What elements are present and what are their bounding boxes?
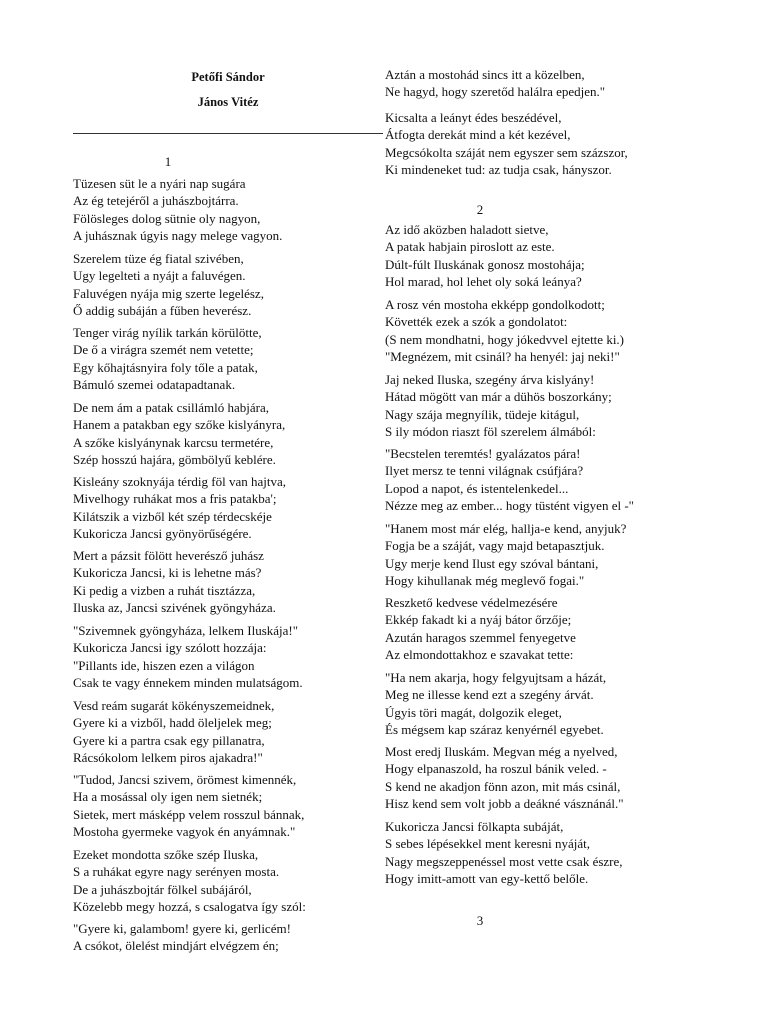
verse-line: Ha a mosással oly igen nem sietnék; xyxy=(73,789,263,805)
stanza xyxy=(73,473,286,543)
author-name: Petőfi Sándor xyxy=(191,70,265,84)
verse-line: De ő a virágra szemét nem vetette; xyxy=(73,342,254,358)
verse-line: Hogy kihullanak még meglevő fogai." xyxy=(385,573,585,589)
verse-line: Hisz kend sem volt jobb a deákné vásznánál." xyxy=(385,796,624,812)
verse-line: És mégsem kap száraz kenyérnél egyebet. xyxy=(385,722,604,738)
verse-line: Tenger virág nyílik tarkán körülötte, xyxy=(73,325,262,340)
verse-line: Átfogta derekát mind a két kezével, xyxy=(385,127,571,143)
stanza xyxy=(385,371,612,441)
stanza xyxy=(73,697,274,767)
stanza xyxy=(73,622,303,692)
verse-line: Hogy elpanaszold, ha roszul bánik veled. - xyxy=(385,761,607,777)
verse-line: "Becstelen teremtés! gyalázatos pára! xyxy=(385,446,581,461)
verse-line: Nagy szája megnyílik, tüdeje kitágul, xyxy=(385,406,580,422)
verse-line: Hogy imitt-amott van egy-kettő belőle. xyxy=(385,871,589,887)
verse-line: A patak habjain piroslott az este. xyxy=(385,239,555,255)
verse-line: Meg ne illesse kend ezt a szegény árvát. xyxy=(385,687,594,703)
verse-line: Ezeket mondotta szőke szép Iluska, xyxy=(73,847,259,862)
stanza xyxy=(73,920,291,955)
stanza xyxy=(73,846,306,916)
header-divider xyxy=(73,133,383,134)
verse-line: Az elmondottakhoz e szavakat tette: xyxy=(385,647,574,663)
verse-line: Ki mindeneket tud: az tudja csak, hányszor. xyxy=(385,162,612,178)
stanza xyxy=(385,669,606,739)
verse-line: A juhásznak úgyis nagy melege vagyon. xyxy=(73,228,283,244)
stanza xyxy=(385,109,628,179)
verse-line: Egy kőhajtásnyira foly tőle a patak, xyxy=(73,359,258,375)
stanza xyxy=(385,445,634,515)
verse-line: "Pillants ide, hiszen ezen a világon xyxy=(73,657,255,673)
stanza xyxy=(73,399,285,469)
verse-line: Aztán a mostohád sincs itt a közelben, xyxy=(385,67,585,82)
verse-line: Az ég tetejéről a juhászbojtárra. xyxy=(73,193,239,209)
verse-line: "Ha nem akarja, hogy felgyujtsam a házát, xyxy=(385,670,607,685)
stanza xyxy=(385,520,626,590)
verse-line: De nem ám a patak csillámló habjára, xyxy=(73,400,270,415)
verse-line: Nézze meg az ember... hogy tüstént vigyen el -" xyxy=(385,498,634,514)
stanza xyxy=(73,771,304,841)
verse-line: Bámuló szemei odatapadtanak. xyxy=(73,377,236,393)
verse-line: A szőke kislyánynak karcsu termetére, xyxy=(73,434,274,450)
verse-line: Lopod a napot, és istentelenkedel... xyxy=(385,480,569,496)
verse-line: A csókot, ölelést mindjárt elvégzem én; xyxy=(73,938,279,954)
verse-line: "Szivemnek gyöngyháza, lelkem Iluskája!" xyxy=(73,623,299,638)
verse-line: Kisleány szoknyája térdig föl van hajtva, xyxy=(73,474,286,489)
verse-line: Fogja be a száját, vagy majd betapasztjuk. xyxy=(385,538,605,554)
stanza xyxy=(385,221,585,291)
verse-line: S sebes lépésekkel ment keresni nyáját, xyxy=(385,836,591,852)
stanza xyxy=(385,296,624,366)
verse-line: Dúlt-fúlt Iluskának gonosz mostohája; xyxy=(385,256,585,272)
verse-line: Közelebb megy hozzá, s csalogatva így szól: xyxy=(73,899,306,915)
verse-line: Szép hosszú hajára, gömbölyű keblére. xyxy=(73,452,276,468)
verse-line: Ugy legelteti a nyájt a faluvégen. xyxy=(73,268,246,284)
verse-line: Vesd reám sugarát kökényszemeidnek, xyxy=(73,698,275,713)
poem-title: János Vitéz xyxy=(197,95,259,109)
verse-line: Hol marad, hol lehet oly soká leánya? xyxy=(385,274,582,290)
verse-line: Az idő aközben haladott sietve, xyxy=(385,222,549,237)
stanza xyxy=(385,66,605,101)
verse-line: De a juhászbojtár fölkel subájáról, xyxy=(73,881,252,897)
verse-line: Kukoricza Jancsi igy szólott hozzája: xyxy=(73,640,267,656)
verse-line: Gyere ki a partra csak egy pillanatra, xyxy=(73,732,265,748)
stanza xyxy=(73,324,262,394)
verse-line: Követték ezek a szók a gondolatot: xyxy=(385,314,568,330)
verse-line: Fölösleges dolog sütnie oly nagyon, xyxy=(73,210,261,226)
page-number: 3 xyxy=(476,913,484,928)
verse-line: Ugy merje kend Ilust egy szóval bántani, xyxy=(385,555,599,571)
verse-line: Kukoricza Jancsi fölkapta subáját, xyxy=(385,819,564,834)
verse-line: Kukoricza Jancsi gyönyörűségére. xyxy=(73,526,252,542)
verse-line: Iluska az, Jancsi szivének gyöngyháza. xyxy=(73,600,276,616)
stanza xyxy=(385,743,624,813)
verse-line: Mert a pázsit fölött heverésző juhász xyxy=(73,548,264,563)
verse-line: S a ruhákat egyre nagy serényen mosta. xyxy=(73,864,280,880)
verse-line: Úgyis töri magát, dolgozik eleget, xyxy=(385,704,562,720)
verse-line: Megcsókolta száját nem egyszer sem százszor, xyxy=(385,144,628,160)
verse-line: Hátad mögött van már a dühös boszorkány; xyxy=(385,389,612,405)
chapter-number-2: 2 xyxy=(476,202,484,217)
stanza xyxy=(73,547,276,617)
stanza xyxy=(385,594,576,664)
verse-line: Ő addig subáján a fűben heverész. xyxy=(73,303,252,319)
verse-line: Csak te vagy énnekem minden mulatságom. xyxy=(73,675,303,691)
verse-line: Reszkető kedvese védelmezésére xyxy=(385,595,558,610)
verse-line: "Megnézem, mit csinál? ha henyél: jaj neki!" xyxy=(385,349,620,365)
verse-line: "Hanem most már elég, hallja-e kend, anyjuk? xyxy=(385,521,627,536)
verse-line: Gyere ki a vizből, hadd öleljelek meg; xyxy=(73,715,272,731)
verse-line: Ne hagyd, hogy szeretőd halálra epedjen." xyxy=(385,84,606,100)
verse-line: Nagy megszeppenéssel most vette csak észre, xyxy=(385,853,623,869)
verse-line: Kicsalta a leányt édes beszédével, xyxy=(385,110,562,125)
verse-line: Kukoricza Jancsi, ki is lehetne más? xyxy=(73,565,262,581)
verse-line: Faluvégen nyája mig szerte legelész, xyxy=(73,285,264,301)
verse-line: Azután haragos szemmel fenyegetve xyxy=(385,629,576,645)
verse-line: Kilátszik a vizből két szép térdecskéje xyxy=(73,508,272,524)
stanza xyxy=(385,818,623,888)
verse-line: A rosz vén mostoha ekképp gondolkodott; xyxy=(385,297,605,312)
stanza xyxy=(73,175,282,245)
verse-line: S ily módon riaszt föl szerelem álmából: xyxy=(385,424,596,440)
verse-line: Mivelhogy ruhákat mos a fris patakba'; xyxy=(73,491,277,507)
chapter-number-1: 1 xyxy=(164,154,172,169)
verse-line: Szerelem tüze ég fiatal szivében, xyxy=(73,251,244,266)
verse-line: "Gyere ki, galambom! gyere ki, gerlicém! xyxy=(73,921,291,936)
stanza xyxy=(73,250,264,320)
verse-line: Mostoha gyermeke vagyok én anyámnak." xyxy=(73,824,296,840)
verse-line: "Tudod, Jancsi szivem, örömest kimennék, xyxy=(73,772,297,787)
verse-line: Ekkép fakadt ki a nyáj bátor őrzője; xyxy=(385,612,572,628)
verse-line: Tüzesen süt le a nyári nap sugára xyxy=(73,176,246,191)
verse-line: (S nem mondhatni, hogy jókedvvel ejtette ki.) xyxy=(385,331,625,347)
verse-line: Sietek, mert másképp velem rosszul bánnak, xyxy=(73,806,305,822)
verse-line: S kend ne akadjon fönn azon, mit más csinál, xyxy=(385,778,621,794)
verse-line: Jaj neked Iluska, szegény árva kislyány! xyxy=(385,372,595,387)
verse-line: Hanem a patakban egy szőke kislyányra, xyxy=(73,417,286,433)
verse-line: Ilyet mersz te tenni világnak csúfjára? xyxy=(385,463,584,479)
verse-line: Most eredj Iluskám. Megvan még a nyelved, xyxy=(385,744,618,759)
verse-line: Ki pedig a vizben a ruhát tisztázza, xyxy=(73,582,256,598)
verse-line: Rácsókolom lelkem piros ajakadra!" xyxy=(73,750,263,766)
